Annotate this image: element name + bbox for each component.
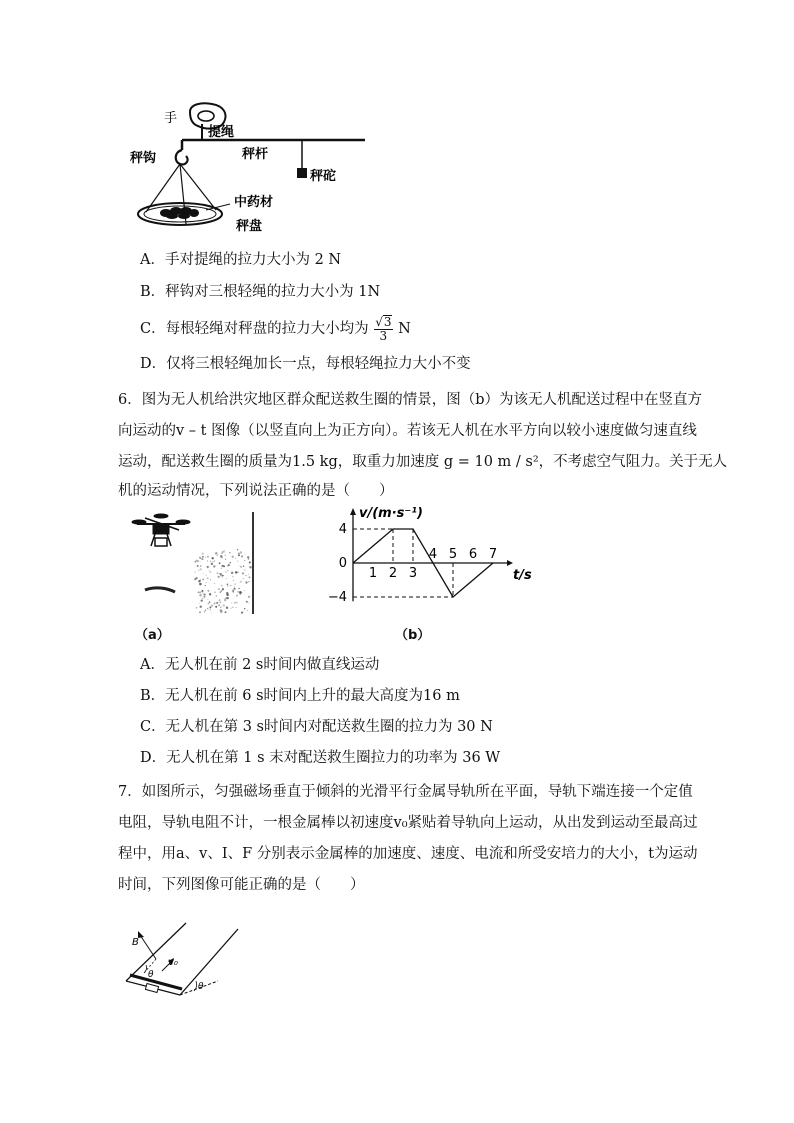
- steelyard-figure: [130, 100, 390, 240]
- speckle: [199, 603, 200, 604]
- speckle: [245, 575, 246, 576]
- speckle: [198, 570, 199, 571]
- x-tick-label: 1: [368, 566, 378, 581]
- speckle: [231, 572, 233, 574]
- caption-a: （a）: [135, 628, 170, 643]
- x-tick-label: 7: [488, 547, 498, 562]
- speckle: [224, 600, 225, 601]
- resistor: [145, 984, 158, 993]
- speckle: [243, 578, 244, 579]
- speckle: [194, 578, 196, 580]
- speckle: [207, 577, 209, 579]
- speckle: [210, 571, 211, 572]
- speckle: [231, 602, 232, 603]
- speckle: [204, 596, 206, 598]
- speckle: [200, 561, 201, 562]
- flood-background: [194, 549, 252, 614]
- x-tick-label: 6: [468, 547, 478, 562]
- x-axis-label: t/s: [513, 568, 532, 583]
- speckle: [244, 560, 245, 561]
- speckle: [202, 579, 204, 581]
- speckle: [240, 551, 243, 554]
- speckle: [249, 576, 251, 578]
- speckle: [232, 590, 234, 592]
- speckle: [200, 565, 201, 566]
- speckle: [232, 556, 234, 558]
- speckle: [197, 565, 199, 567]
- speckle: [221, 590, 222, 591]
- speckle: [213, 565, 215, 567]
- speckle: [224, 550, 225, 551]
- speckle: [198, 580, 200, 582]
- speckle: [235, 558, 236, 559]
- q7-line-2: 电阻，导轨电阻不计，一根金属棒以初速度v₀紧贴着导轨向上运动，从出发到运动至最高过: [118, 815, 698, 831]
- speckle: [204, 594, 206, 596]
- q5-option-d[interactable]: D．仅将三根轻绳加长一点，每根轻绳拉力大小不变: [140, 356, 471, 372]
- speckle: [231, 608, 232, 609]
- label-theta-2: θ: [198, 982, 204, 992]
- speckle: [211, 605, 213, 607]
- speckle: [224, 552, 225, 553]
- q6-line-2: 向运动的v – t 图像（以竖直向上为正方向）。若该无人机在水平方向以较小速度做匀速直线: [118, 423, 697, 439]
- speckle: [222, 588, 224, 590]
- speckle: [210, 579, 211, 580]
- speckle: [239, 588, 240, 589]
- speckle: [214, 602, 216, 604]
- rails-figure: [118, 915, 258, 1015]
- speckle: [206, 575, 207, 576]
- speckle: [241, 555, 243, 557]
- speckle: [247, 556, 249, 558]
- speckle: [230, 562, 231, 563]
- speckle: [227, 570, 228, 571]
- speckle: [202, 590, 204, 592]
- speckle: [218, 588, 220, 590]
- speckle: [205, 609, 206, 610]
- speckle: [229, 552, 230, 553]
- speckle: [244, 590, 245, 591]
- label-B: B: [132, 937, 139, 948]
- speckle: [215, 606, 217, 608]
- x-tick-label: 5: [448, 547, 458, 562]
- speckle: [216, 602, 218, 604]
- speckle: [207, 560, 208, 561]
- speckle: [232, 607, 233, 608]
- speckle: [199, 591, 201, 593]
- speckle: [208, 603, 210, 605]
- speckle: [234, 602, 235, 603]
- label-beam: 秤杆: [242, 147, 269, 162]
- speckle: [237, 549, 238, 550]
- speckle: [202, 556, 204, 558]
- speckle: [197, 560, 198, 561]
- speckle: [226, 607, 228, 609]
- fraction-numerator: 3: [383, 315, 392, 329]
- speckle: [219, 562, 221, 564]
- speckle: [236, 607, 237, 608]
- speckle: [207, 608, 208, 609]
- speckle: [205, 557, 206, 558]
- speckle: [207, 566, 209, 568]
- speckle: [245, 581, 247, 583]
- speckle: [249, 561, 251, 563]
- q6-line-4: 机的运动情况，下列说法正确的是（ ）: [118, 483, 394, 499]
- speckle: [194, 571, 196, 573]
- speckle: [207, 599, 208, 600]
- speckle: [249, 566, 252, 569]
- q5-option-c-text: C．每根轻绳对秤盘的拉力大小均为: [140, 321, 369, 337]
- speckle: [209, 601, 211, 603]
- speckle: [209, 570, 210, 571]
- drone-icon: [132, 514, 190, 546]
- x-tick-label: 4: [428, 547, 438, 562]
- y-axis-label: v/(m·s⁻¹): [359, 506, 423, 521]
- speckle: [220, 591, 221, 592]
- label-theta-1: θ: [148, 970, 154, 980]
- speckle: [236, 602, 238, 604]
- speckle: [210, 561, 211, 562]
- caption-b: （b）: [395, 628, 431, 643]
- speckle: [202, 597, 204, 599]
- speckle: [239, 566, 240, 567]
- speckle: [228, 564, 230, 566]
- speckle: [233, 580, 234, 581]
- q6-option-c[interactable]: C．无人机在第 3 s时间内对配送救生圈的拉力为 30 N: [140, 719, 493, 735]
- speckle: [225, 611, 227, 613]
- speckle: [221, 610, 223, 612]
- speckle: [217, 572, 219, 574]
- fraction-denominator: 3: [379, 329, 388, 343]
- speckle: [235, 571, 238, 574]
- q5-option-b[interactable]: B．秤钩对三根轻绳的拉力大小为 1N: [140, 284, 381, 300]
- speckle: [232, 576, 233, 577]
- speckle: [216, 554, 218, 556]
- speckle: [195, 560, 197, 562]
- speckle: [244, 608, 245, 609]
- speckle: [244, 569, 245, 570]
- speckle: [226, 578, 227, 579]
- speckle: [226, 592, 228, 594]
- speckle: [234, 583, 235, 584]
- q5-option-a[interactable]: A．手对提绳的拉力大小为 2 N: [140, 252, 342, 268]
- speckle: [229, 563, 230, 564]
- speckle: [213, 561, 214, 562]
- speckle: [200, 606, 202, 608]
- speckle: [202, 553, 204, 555]
- q6-line-1: 6．图为无人机给洪灾地区群众配送救生圈的情景，图（b）为该无人机配送过程中在竖直方: [118, 392, 703, 408]
- speckle: [248, 602, 249, 603]
- speckle: [214, 561, 215, 562]
- speckle: [242, 572, 244, 574]
- speckle: [241, 581, 242, 582]
- speckle: [209, 593, 211, 595]
- speckle: [225, 571, 226, 572]
- weight-block: [297, 168, 307, 178]
- speckle: [240, 594, 241, 595]
- y-tick-label: 0: [338, 556, 347, 571]
- speckle: [237, 591, 239, 593]
- speckle: [234, 586, 235, 587]
- speckle: [240, 581, 242, 583]
- speckle: [225, 559, 226, 560]
- speckle: [214, 591, 216, 593]
- speckle: [219, 577, 220, 578]
- speckle: [243, 565, 245, 567]
- speckle: [218, 604, 220, 606]
- drone-photo: [125, 508, 265, 618]
- speckle: [238, 554, 240, 556]
- speckle: [209, 609, 211, 611]
- speckle: [196, 607, 197, 608]
- herb-pile: [160, 207, 199, 219]
- speckle: [222, 577, 223, 578]
- speckle: [241, 611, 243, 613]
- q7-line-4: 时间，下列图像可能正确的是（ ）: [118, 877, 365, 893]
- speckle: [227, 584, 229, 586]
- q5-option-c-unit: N: [398, 321, 411, 337]
- label-pan: 秤盘: [236, 219, 263, 234]
- speckle: [212, 557, 214, 559]
- speckle: [209, 606, 211, 608]
- speckle: [227, 585, 229, 587]
- speckle: [226, 597, 228, 599]
- speckle: [238, 552, 240, 554]
- q6-option-b[interactable]: B．无人机在前 6 s时间内上升的最大高度为16 m: [140, 688, 460, 704]
- speckle: [200, 568, 202, 570]
- speckle: [248, 581, 249, 582]
- speckle: [211, 563, 213, 565]
- label-herb: 中药材: [234, 195, 274, 210]
- speckle: [199, 583, 202, 586]
- speckle: [215, 553, 217, 555]
- speckle: [216, 595, 218, 597]
- speckle: [207, 590, 209, 592]
- speckle: [199, 611, 201, 613]
- speckle: [201, 558, 203, 560]
- speckle: [220, 575, 222, 577]
- label-v0: v₀: [168, 957, 178, 968]
- speckle: [247, 610, 248, 611]
- speckle: [248, 574, 249, 575]
- speckle: [203, 573, 204, 574]
- speckle: [220, 602, 221, 603]
- q5-option-c[interactable]: [140, 312, 411, 346]
- speckle: [223, 604, 226, 607]
- speckle: [206, 582, 207, 583]
- x-tick-label: 2: [388, 566, 398, 581]
- y-tick-label: −4: [327, 590, 347, 605]
- speckle: [211, 612, 212, 613]
- x-axis-arrow: [507, 560, 513, 566]
- vt-chart: [315, 505, 532, 620]
- q7-line-1: 7．如图所示，匀强磁场垂直于倾斜的光滑平行金属导轨所在平面，导轨下端连接一个定值: [118, 784, 693, 800]
- speckle: [219, 599, 221, 601]
- speckle: [214, 583, 215, 584]
- speckle: [222, 565, 224, 567]
- speckle: [218, 576, 219, 577]
- speckle: [224, 555, 225, 556]
- q6-option-a[interactable]: A．无人机在前 2 s时间内做直线运动: [140, 657, 380, 673]
- speckle: [236, 595, 238, 597]
- speckle: [221, 568, 222, 569]
- speckle: [248, 596, 250, 598]
- speckle: [237, 572, 238, 573]
- label-hook: 秤钩: [130, 151, 157, 166]
- q6-option-d[interactable]: D．无人机在第 1 s 末对配送救生圈拉力的功率为 36 W: [140, 750, 501, 766]
- y-axis-arrow: [350, 508, 356, 515]
- speckle: [245, 554, 246, 555]
- speckle: [226, 606, 227, 607]
- label-rope: 提绳: [208, 125, 235, 140]
- q6-line-3: 运动，配送救生圈的质量为1.5 kg，取重力加速度 g = 10 m / s²，不考虑空气阻力。关于无人: [118, 454, 728, 470]
- speckle: [201, 599, 203, 601]
- speckle: [220, 606, 222, 608]
- speckle: [204, 611, 206, 613]
- speckle: [234, 588, 236, 590]
- speckle: [230, 585, 231, 586]
- speckle: [221, 552, 223, 554]
- speckle: [221, 585, 223, 587]
- speckle: [205, 585, 206, 586]
- y-tick-label: 4: [338, 522, 347, 537]
- speckle: [239, 591, 241, 593]
- speckle: [198, 591, 200, 593]
- speckle: [246, 601, 248, 603]
- label-weight: 秤砣: [310, 169, 337, 184]
- x-tick-label: 3: [408, 566, 418, 581]
- fraction: $\frac{√3}{3}$: [375, 315, 392, 343]
- speckle: [207, 556, 209, 558]
- speckle: [199, 594, 201, 596]
- speckle: [220, 555, 223, 558]
- label-hand: 手: [164, 111, 178, 126]
- q7-line-3: 程中，用a、v、I、F 分别表示金属棒的加速度、速度、电流和所受安培力的大小，t为运动: [118, 846, 698, 862]
- speckle: [238, 588, 239, 589]
- speckle: [240, 566, 242, 568]
- speckle: [202, 592, 203, 593]
- speckle: [237, 560, 238, 561]
- speckle: [200, 558, 201, 559]
